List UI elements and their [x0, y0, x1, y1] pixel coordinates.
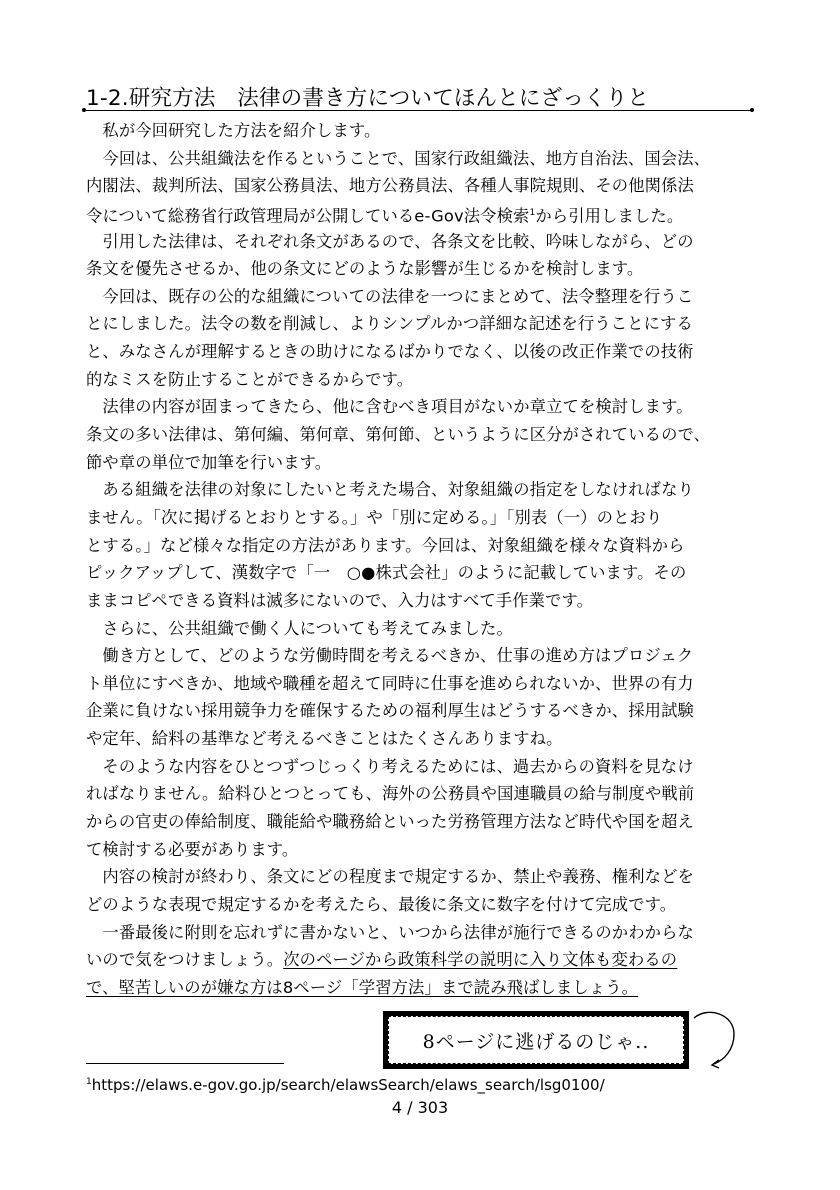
- body-line: [86, 946, 754, 974]
- body-line: ある組織を法律の対象にしたいと考えた場合、対象組織の指定をしなければなり: [86, 480, 694, 500]
- body-line: 法律の内容が固まってきたら、他に含むべき項目がないか章立てを検討します。: [86, 397, 693, 417]
- body-line: ままコピペできる資料は滅多にないので、入力はすべて手作業です。: [86, 590, 594, 610]
- body-line: ればなりません。給料ひとつとっても、海外の公務員や国連職員の給与制度や戦前: [86, 784, 695, 804]
- body-line: 一番最後に附則を忘れずに書かないと、いつから法律が施行できるのかわからな: [86, 922, 694, 942]
- body-line: [86, 200, 754, 228]
- body-text: [86, 117, 754, 1002]
- underlined-note: 次のページから政策科学の説明に入り文体も変わるの: [283, 950, 678, 970]
- skip-ahead-stamp: [383, 1011, 689, 1069]
- body-line: 節や章の単位で加筆を行います。: [86, 452, 332, 472]
- body-line: ピックアップして、漢数字で「一 ○●株式会社」のように記載しています。その: [86, 563, 687, 583]
- stamp-text: 8ページに逃げるのじゃ..: [388, 1016, 684, 1064]
- body-line: や定年、給料の基準など考えるべきことはたくさんありますね。: [86, 729, 563, 749]
- footnote: [86, 1076, 605, 1094]
- body-line: 引用した法律は、それぞれ条文があるので、各条文を比較、吟味しながら、どの: [86, 231, 694, 251]
- body-line: ません。「次に掲げるとおりとする。」や「別に定める。」「別表（一）のとおり: [86, 507, 663, 527]
- page-number: 4 / 303: [391, 1098, 449, 1117]
- body-line-text: 令について総務省行政管理局が公開しているe-Gov法令検索: [86, 206, 530, 226]
- heading-rule-left-dot: [82, 108, 86, 112]
- footnote-url[interactable]: https://elaws.e-gov.go.jp/search/elawsSearch/elaws_search/lsg0100/: [91, 1076, 605, 1094]
- body-line: さらに、公共組織で働く人についても考えてみました。: [86, 618, 513, 638]
- body-line: と、みなさんが理解するときの助けになるばかりでなく、以後の改正作業での技術: [86, 342, 694, 362]
- body-line: 内容の検討が終わり、条文にどの程度まで規定するか、禁止や義務、権利などを: [86, 867, 694, 887]
- body-line-text: いので気をつけましょう。: [86, 950, 284, 970]
- body-line: からの官吏の俸給制度、職能給や職務給といった労務管理方法など時代や国を超え: [86, 812, 694, 832]
- footnote-marker: 1: [86, 1077, 92, 1087]
- footnote-separator: [86, 1063, 284, 1064]
- curved-arrow-icon: [688, 1008, 740, 1070]
- body-line: て検討する必要があります。: [86, 839, 299, 859]
- body-line: 企業に負けない採用競争力を確保するための福利厚生はどうするべきか、採用試験: [86, 701, 694, 721]
- body-line: とする。」など様々な指定の方法があります。今回は、対象組織を様々な資料から: [86, 535, 685, 555]
- section-heading: 1-2.研究方法 法律の書き方についてほんとにざっくりと: [86, 86, 650, 111]
- body-line-text: から引用しました。: [535, 206, 684, 226]
- body-line: 的なミスを防止することができるからです。: [86, 369, 414, 389]
- body-line: ト単位にすべきか、地域や職種を超えて同時に仕事を進められないか、世界の有力: [86, 673, 694, 693]
- body-line: 働き方として、どのような労働時間を考えるべきか、仕事の進め方はプロジェク: [86, 646, 694, 666]
- heading-underline: [84, 110, 752, 111]
- heading-rule-right-dot: [750, 108, 754, 112]
- footnote-reference[interactable]: 1: [529, 207, 536, 218]
- body-line: 私が今回研究した方法を紹介します。: [86, 121, 381, 140]
- body-line: 今回は、公共組織法を作るということで、国家行政組織法、地方自治法、国会法、: [86, 148, 711, 168]
- body-line: [86, 974, 754, 1002]
- body-line: 内閣法、裁判所法、国家公務員法、地方公務員法、各種人事院規則、その他関係法: [86, 176, 694, 196]
- underlined-note: で、堅苦しいのが嫌な方は8ページ「学習方法」まで読み飛ばしましょう。: [86, 977, 639, 997]
- body-line: 今回は、既存の公的な組織についての法律を一つにまとめて、法令整理を行うこ: [86, 286, 694, 306]
- body-line: どのような表現で規定するかを考えたら、最後に条文に数字を付けて完成です。: [86, 894, 677, 914]
- body-line: 条文の多い法律は、第何編、第何章、第何節、というように区分がされているので、: [86, 425, 711, 445]
- body-line: 条文を優先させるか、他の条文にどのような影響が生じるかを検討します。: [86, 259, 644, 279]
- body-line: そのような内容をひとつずつじっくり考えるためには、過去からの資料を見なけ: [86, 756, 694, 776]
- body-line: とにしました。法令の数を削減し、よりシンプルかつ詳細な記述を行うことにする: [86, 314, 693, 334]
